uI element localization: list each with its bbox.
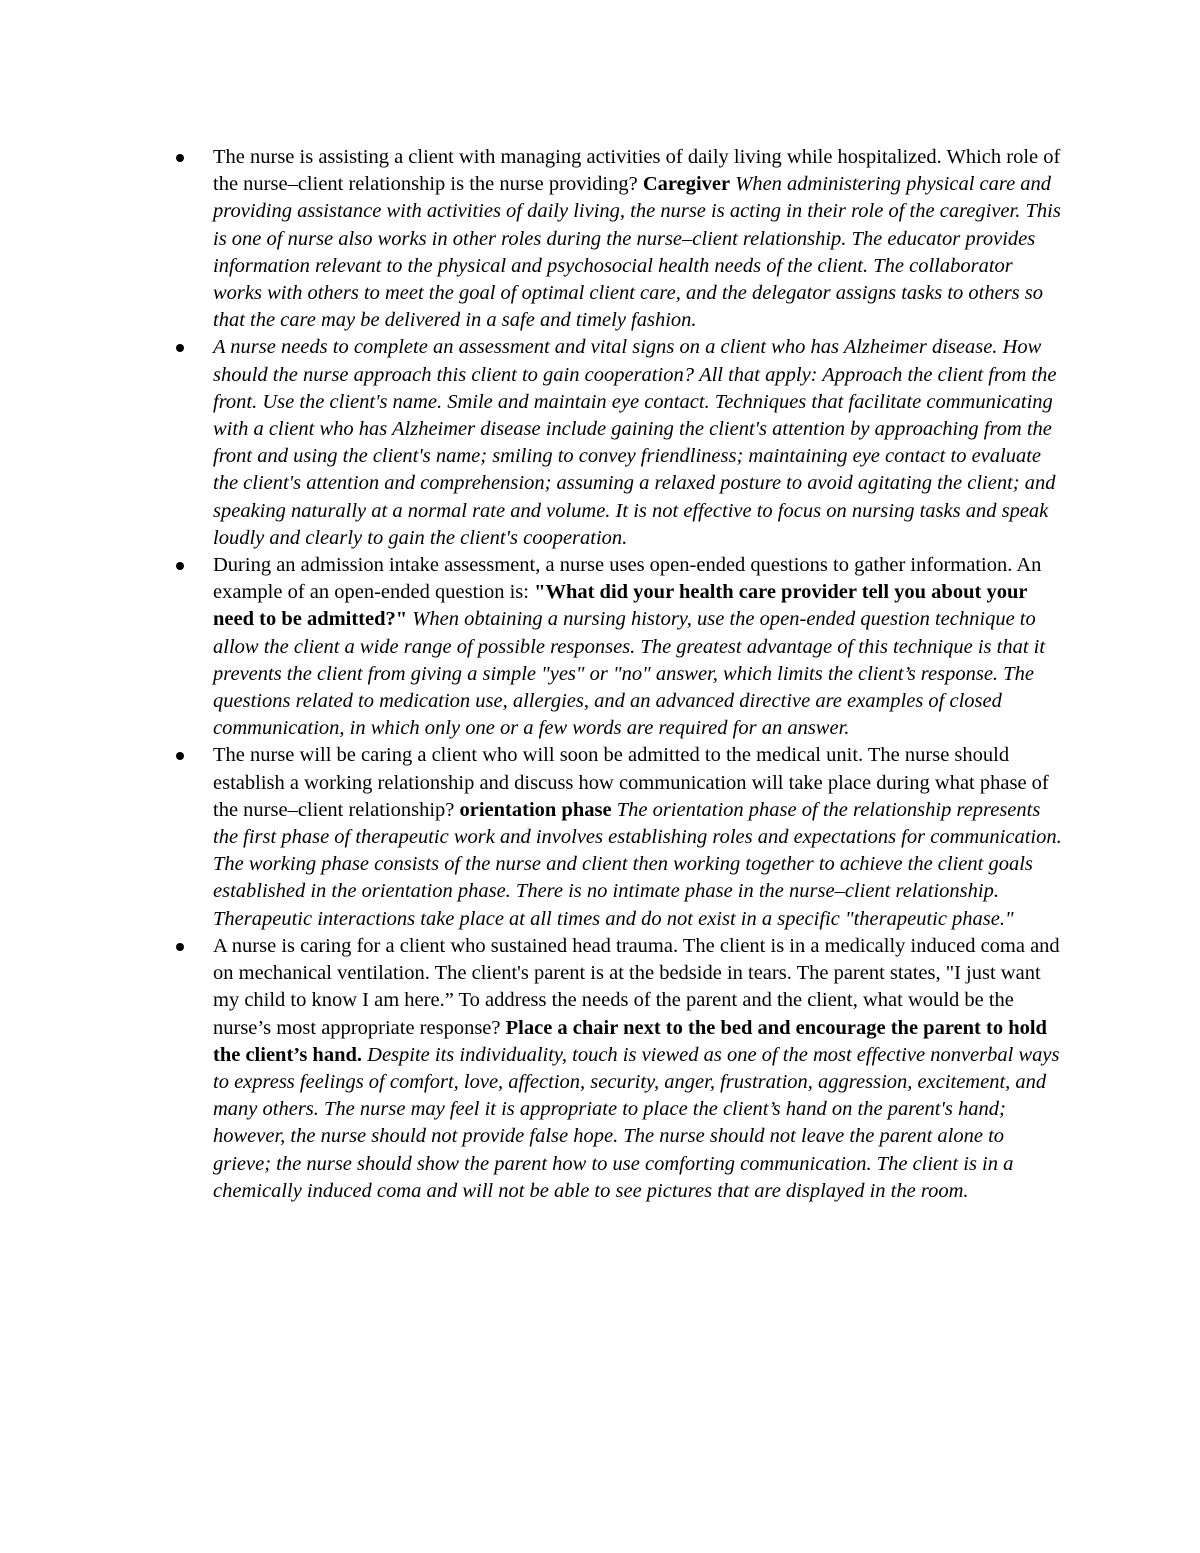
list-item — [213, 144, 1065, 334]
list-item — [213, 933, 1065, 1205]
explanation-text: When administering physical care and providing assistance with activities of daily living, the nurse is acting in their role of the caregiver. This is one of nurse also works in other roles during the nurse–client relationship. The educator provides information relevant to the physical and psychosocial health needs of the client. The collaborator works with others to meet the goal of optimal client care, and the delegator assigns tasks to others so that the care may be delivered in a safe and timely fashion. — [213, 173, 1061, 332]
bullet-icon — [176, 344, 184, 352]
question-text: A nurse is caring for a client who sustained head trauma. The client is in a medically induced coma and on mechanical ventilation. The client's parent is at the bedside in tears. The parent states, "I just want my child to know I am here.” To address the needs of the parent and the client, what would be the nurse’s most appropriate response? — [213, 934, 1060, 1039]
list-item — [213, 552, 1065, 742]
question-text: The nurse will be caring a client who will soon be admitted to the medical unit. The nurse should establish a working relationship and discuss how communication will take place during what phase of the nurse–client relationship? — [213, 744, 1049, 821]
bullet-icon — [176, 562, 184, 570]
explanation-text: Despite its individuality, touch is viewed as one of the most effective nonverbal ways to express feelings of comfort, love, affection, security, anger, frustration, aggression, excitement, and many others. The nurse may feel it is appropriate to place the client’s hand on the parent's hand; however, the nurse should not provide false hope. The nurse should not leave the parent alone to grieve; the nurse should show the parent how to use comforting communication. The client is in a chemically induced coma and will not be able to see pictures that are displayed in the room. — [213, 1043, 1060, 1202]
answer-text: All that apply: Approach the client from the front. Use the client's name. Smile and maintain eye contact. — [213, 363, 1057, 413]
explanation-text: The orientation phase of the relationship represents the first phase of therapeutic work and involves establishing roles and expectations for communication. The working phase consists of the nurse and client then working together to achieve the client goals established in the orientation phase. There is no intimate phase in the nurse–client relationship. Therapeutic interactions take place at all times and do not exist in a specific "therapeutic phase." — [213, 798, 1062, 930]
list-item — [213, 742, 1065, 932]
bullet-icon — [176, 752, 184, 760]
answer-text: Caregiver — [642, 173, 731, 196]
answer-text: orientation phase — [459, 798, 612, 821]
bullet-icon — [176, 943, 184, 951]
question-text: The nurse is assisting a client with managing activities of daily living while hospitalized. Which role of the nurse–client relationship is the nurse providing? — [213, 146, 1061, 196]
list-item — [213, 334, 1065, 552]
question-text: A nurse needs to complete an assessment and vital signs on a client who has Alzheimer disease. How should the nurse approach this client to gain cooperation? — [213, 336, 1042, 386]
bullet-icon — [176, 154, 184, 162]
answer-text: Place a chair next to the bed and encourage the parent to hold the client’s hand. — [213, 1016, 1047, 1066]
answer-text: "What did your health care provider tell you about your need to be admitted?" — [213, 581, 1028, 631]
question-list — [213, 144, 1065, 1205]
explanation-text: Techniques that facilitate communicating with a client who has Alzheimer disease include gaining the client's attention by approaching from the front and using the client's name; smiling to convey friendliness; maintaining eye contact to evaluate the client's attention and comprehension; assuming a relaxed posture to avoid agitating the client; and speaking naturally at a normal rate and volume. It is not effective to focus on nursing tasks and speak loudly and clearly to gain the client's cooperation. — [213, 390, 1056, 549]
explanation-text: When obtaining a nursing history, use the open-ended question technique to allow the client a wide range of possible responses. The greatest advantage of this technique is that it prevents the client from giving a simple "yes" or "no" answer, which limits the client’s response. The questions related to medication use, allergies, and an advanced directive are examples of closed communication, in which only one or a few words are required for an answer. — [213, 608, 1046, 740]
question-text: During an admission intake assessment, a nurse uses open-ended questions to gather information. An example of an open-ended question is: — [213, 554, 1042, 604]
